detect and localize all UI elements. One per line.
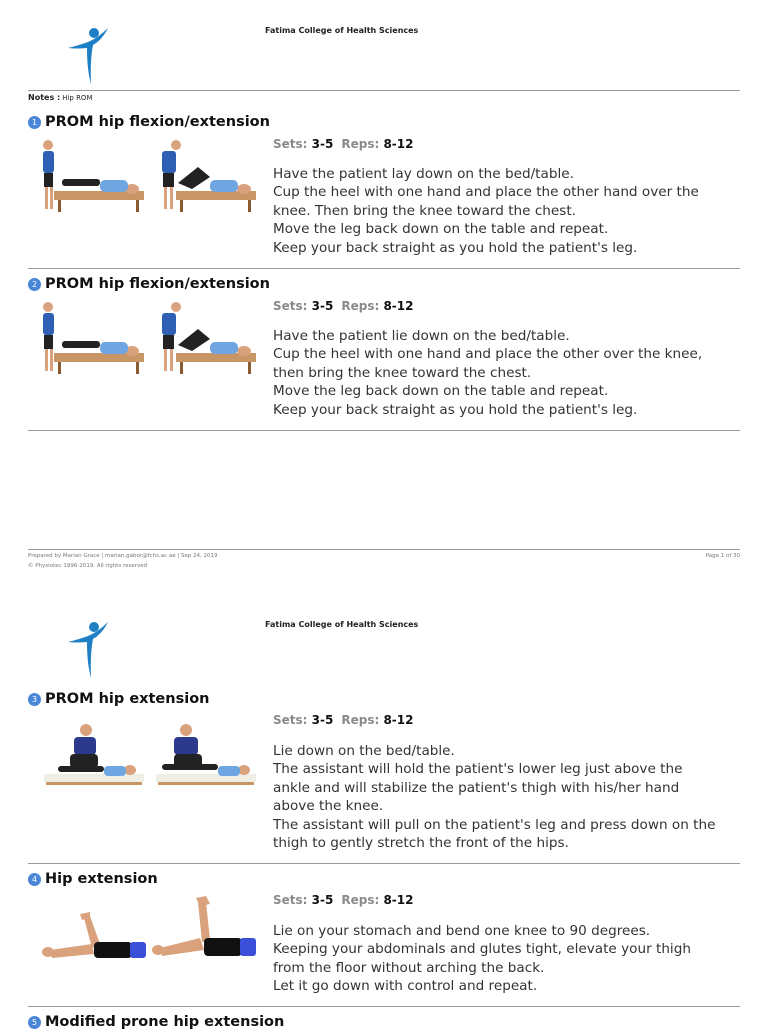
- reps-label: Reps:: [341, 137, 380, 151]
- instruction-line: above the knee.: [273, 798, 384, 815]
- exercise-number-badge: 2: [28, 278, 41, 291]
- reps-label: Reps:: [341, 893, 380, 907]
- exercise-4-dosage: [273, 893, 413, 907]
- instruction-line: Let it go down with control and repeat.: [273, 978, 538, 995]
- reps-value: 8-12: [383, 713, 414, 727]
- instruction-line: Keeping your abdominals and glutes tight, elevate your thigh: [273, 941, 691, 958]
- exercise-5-title: [28, 1014, 284, 1030]
- notes-label: Notes :: [28, 93, 61, 102]
- instruction-line: Cup the heel with one hand and place the other over the knee,: [273, 346, 703, 363]
- instruction-line: thigh to gently stretch the front of the hips.: [273, 835, 569, 852]
- exercise-title-text: PROM hip extension: [45, 691, 210, 707]
- exercise-divider: [28, 1006, 740, 1007]
- instruction-line: Have the patient lay down on the bed/table.: [273, 166, 574, 182]
- clinic-name: Fatima College of Health Sciences: [265, 26, 419, 35]
- exercise-4-image-1: [40, 894, 148, 970]
- clinic-name: Fatima College of Health Sciences: [265, 620, 419, 629]
- notes-value: Hip ROM: [62, 94, 93, 102]
- exercise-3-image-1: [40, 714, 146, 794]
- instruction-line: from the floor without arching the back.: [273, 959, 545, 976]
- reps-label: Reps:: [341, 713, 380, 727]
- exercise-4-title: [28, 871, 158, 887]
- exercise-number-badge: 4: [28, 873, 41, 886]
- exercise-3-title: [28, 691, 209, 707]
- instruction-line: Move the leg back down on the table and repeat.: [273, 383, 609, 400]
- exercise-divider: [28, 863, 740, 864]
- exercise-title-text: Hip extension: [45, 871, 158, 887]
- sets-value: 3-5: [311, 299, 334, 313]
- reps-value: 8-12: [383, 893, 414, 907]
- exercise-title-text: Modified prone hip extension: [45, 1014, 285, 1030]
- exercise-4-image-2: [150, 894, 258, 970]
- exercise-number-badge: 3: [28, 693, 41, 706]
- instruction-line: Keep your back straight as you hold the patient's leg.: [273, 239, 638, 256]
- reps-value: 8-12: [383, 299, 414, 313]
- sets-value: 3-5: [311, 137, 334, 151]
- instruction-line: Keep your back straight as you hold the patient's leg.: [273, 401, 638, 418]
- instruction-line: ankle and will stabilize the patient's thigh with his/her hand: [273, 779, 680, 796]
- instruction-line: Move the leg back down on the table and repeat.: [273, 221, 609, 238]
- instruction-line: Cup the heel with one hand and place the other hand over the: [273, 184, 699, 201]
- reps-label: Reps:: [341, 299, 380, 313]
- instruction-line: The assistant will hold the patient's lower leg just above the: [273, 761, 683, 778]
- sets-label: Sets:: [273, 299, 308, 313]
- page-number: Page 1 of 30: [705, 553, 740, 559]
- instruction-line: The assistant will pull on the patient's leg and press down on the: [273, 816, 716, 833]
- sets-value: 3-5: [311, 713, 334, 727]
- instruction-line: then bring the knee toward the chest.: [273, 364, 532, 381]
- exercise-number-badge: 5: [28, 1016, 41, 1029]
- reps-value: 8-12: [383, 137, 414, 151]
- sets-label: Sets:: [273, 713, 308, 727]
- prepared-by: Prepared by Marian Grace | marian.gabor@fchs.ac.ae | Sep 24, 2019: [28, 553, 218, 559]
- exercise-title-text: PROM hip flexion/extension: [45, 114, 270, 130]
- exercise-3-dosage: [273, 713, 413, 727]
- exercise-3-image-2: [152, 714, 258, 794]
- instruction-line: knee. Then bring the knee toward the chest.: [273, 202, 577, 219]
- instruction-line: Lie on your stomach and bend one knee to 90 degrees.: [273, 923, 651, 939]
- instruction-line: Lie down on the bed/table.: [273, 743, 455, 759]
- exercise-title-text: PROM hip flexion/extension: [45, 276, 270, 292]
- exercise-3-instructions: [273, 742, 743, 852]
- clinic-logo: [66, 620, 112, 682]
- sets-label: Sets:: [273, 137, 308, 151]
- exercise-number-badge: 1: [28, 116, 41, 129]
- sets-label: Sets:: [273, 893, 308, 907]
- sets-value: 3-5: [311, 893, 334, 907]
- exercise-4-instructions: [273, 922, 743, 996]
- copyright: © Physiotec 1996-2019. All rights reserved: [28, 563, 148, 569]
- instruction-line: Have the patient lie down on the bed/table.: [273, 328, 570, 344]
